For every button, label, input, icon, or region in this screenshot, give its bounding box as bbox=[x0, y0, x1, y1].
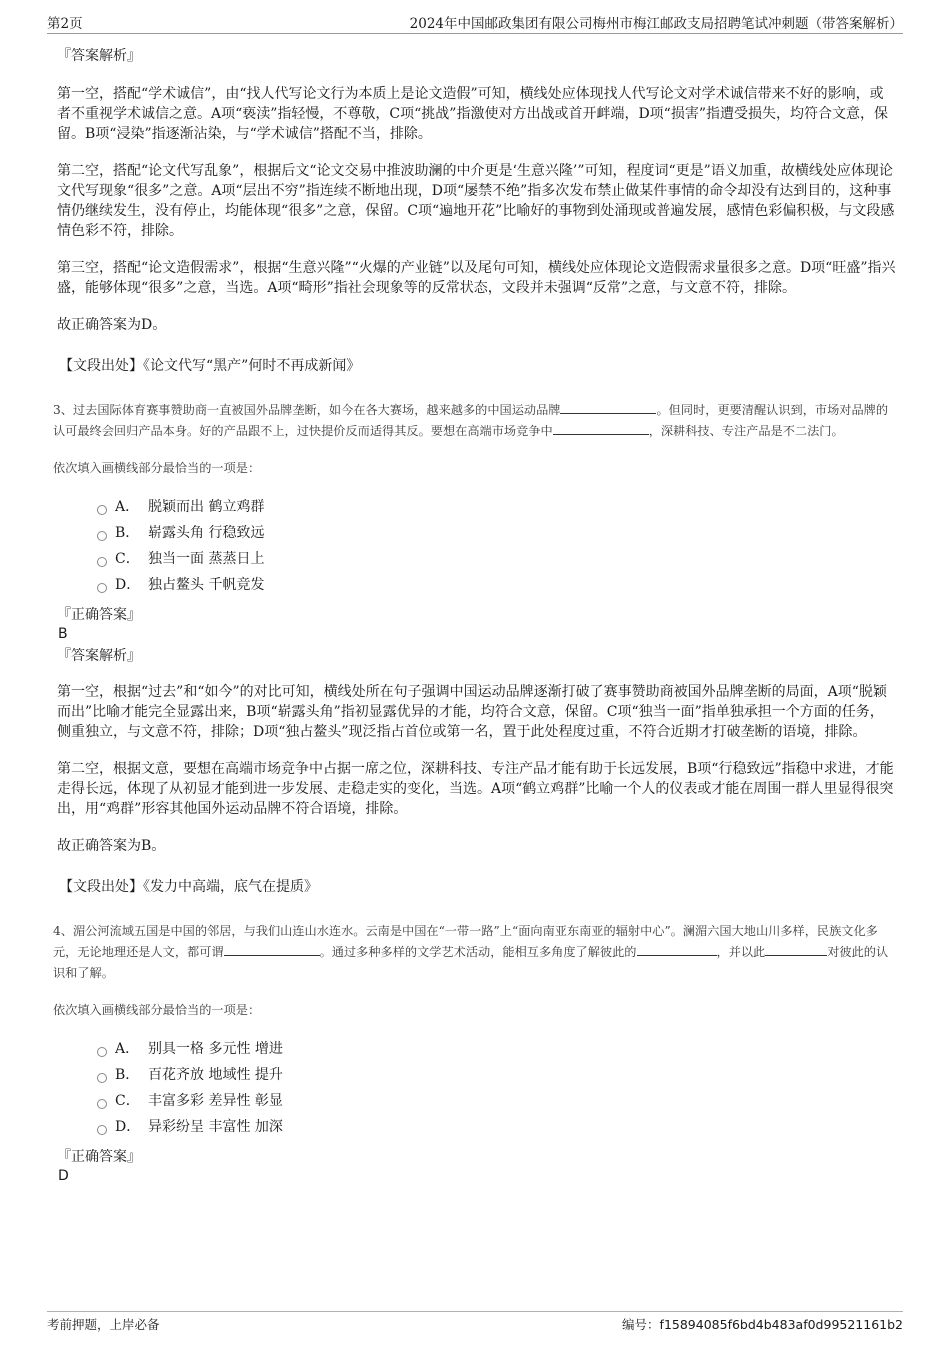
option-d[interactable]: D． 独占鳌头 千帆竞发 bbox=[97, 572, 897, 598]
page-number: 第2页 bbox=[47, 16, 83, 32]
option-a[interactable]: A． 脱颖而出 鹤立鸡群 bbox=[97, 494, 897, 520]
conclusion: 故正确答案为D。 bbox=[57, 317, 167, 333]
correct-answer-label: 『正确答案』 bbox=[57, 607, 141, 623]
option-c[interactable]: C． 丰富多彩 差异性 彰显 bbox=[97, 1088, 897, 1114]
correct-answer: D bbox=[58, 1168, 69, 1184]
answer-blank bbox=[637, 944, 717, 956]
radio-icon[interactable] bbox=[97, 505, 107, 515]
question-prompt: 依次填入画横线部分最恰当的一项是： bbox=[53, 461, 261, 475]
document-code: 编号：f15894085f6bd4b483af0d99521161b2 bbox=[622, 1317, 903, 1332]
option-c[interactable]: C． 独当一面 蒸蒸日上 bbox=[97, 546, 897, 572]
radio-icon[interactable] bbox=[97, 531, 107, 541]
document-title: 2024年中国邮政集团有限公司梅州市梅江邮政支局招聘笔试冲刺题（带答案解析） bbox=[409, 16, 903, 32]
answer-blank bbox=[553, 423, 649, 435]
radio-icon[interactable] bbox=[97, 1073, 107, 1083]
correct-answer-label: 『正确答案』 bbox=[57, 1149, 141, 1165]
option-list bbox=[97, 1036, 897, 1140]
radio-icon[interactable] bbox=[97, 1047, 107, 1057]
conclusion: 故正确答案为B。 bbox=[57, 838, 166, 854]
option-b[interactable]: B． 百花齐放 地域性 提升 bbox=[97, 1062, 897, 1088]
analysis-label: 『答案解析』 bbox=[57, 648, 141, 664]
radio-icon[interactable] bbox=[97, 1099, 107, 1109]
source-citation: 【文段出处】《发力中高端，底气在提质》 bbox=[59, 879, 318, 895]
option-b[interactable]: B． 崭露头角 行稳致远 bbox=[97, 520, 897, 546]
radio-icon[interactable] bbox=[97, 583, 107, 593]
question-4-stem: 4、湄公河流域五国是中国的邻居，与我们山连山水连水。云南是中国在“一带一路”上“面向南亚东南亚的辐射中心”。澜湄六国大地山川多样，民族文化多元，无论地理还是人文，都可谓 。通过多种多样的文学艺术活动，能相互多角度了解彼此的 ，并以此 对彼此的认识和了解。 bbox=[53, 924, 889, 980]
page-content bbox=[53, 46, 897, 1188]
answer-blank bbox=[765, 944, 827, 956]
analysis-paragraph: 第一空，搭配“学术诚信”，由“找人代写论文行为本质上是论文造假”可知，横线处应体现找人代写论文对学术诚信带来不好的影响，或者不重视学术诚信之意。A项“亵渎”指轻慢，不尊敬，C项“挑战”指激使对方出战或首开衅端，D项“损害”指遭受损失，均符合文意，保留。B项“浸染”指逐渐沾染，与“学术诚信”搭配不当，排除。 bbox=[57, 86, 888, 142]
source-citation: 【文段出处】《论文代写“黑产”何时不再成新闻》 bbox=[59, 358, 361, 374]
correct-answer: B bbox=[58, 626, 68, 642]
analysis-paragraph: 第三空，搭配“论文造假需求”，根据“生意兴隆”“火爆的产业链”以及尾句可知，横线处应体现论文造假需求量很多之意。D项“旺盛”指兴盛，能够体现“很多”之意，当选。A项“畸形”指社会现象等的反常状态，文段并未强调“反常”之意，与文意不符，排除。 bbox=[57, 260, 896, 296]
analysis-paragraph: 第二空，根据文意，要想在高端市场竞争中占据一席之位，深耕科技、专注产品才能有助于长远发展，B项“行稳致远”指稳中求进，才能走得长远，体现了从初显才能到进一步发展、走稳走实的变化，当选。A项“鹤立鸡群”比喻一个人的仪表或才能在周围一群人里显得很突出，用“鸡群”形容其他国外运动品牌不符合语境，排除。 bbox=[57, 761, 894, 817]
answer-blank bbox=[560, 402, 656, 414]
analysis-label: 『答案解析』 bbox=[57, 48, 141, 64]
page-header bbox=[47, 12, 903, 34]
radio-icon[interactable] bbox=[97, 557, 107, 567]
option-a[interactable]: A． 别具一格 多元性 增进 bbox=[97, 1036, 897, 1062]
page-footer bbox=[47, 1311, 903, 1337]
question-prompt: 依次填入画横线部分最恰当的一项是： bbox=[53, 1003, 261, 1017]
option-d[interactable]: D． 异彩纷呈 丰富性 加深 bbox=[97, 1114, 897, 1140]
analysis-paragraph: 第一空，根据“过去”和“如今”的对比可知，横线处所在句子强调中国运动品牌逐渐打破了赛事赞助商被国外品牌垄断的局面，A项“脱颖而出”比喻才能完全显露出来，B项“崭露头角”指初显露优异的才能，均符合文意，保留。C项“独当一面”指单独承担一个方面的任务，侧重独立，与文意不符，排除；D项“独占鳌头”现泛指占首位或第一名，置于此处程度过重，不符合近期才打破垄断的语境，排除。 bbox=[57, 684, 887, 740]
radio-icon[interactable] bbox=[97, 1125, 107, 1135]
analysis-paragraph: 第二空，搭配“论文代写乱象”，根据后文“论文交易中推波助澜的中介更是‘生意兴隆’”可知，程度词“更是”语义加重，故横线处应体现论文代写现象“很多”之意。A项“层出不穷”指连续不断地出现，D项“屡禁不绝”指多次发布禁止做某件事情的命令却没有达到目的，这种事情仍继续发生，没有停止，均能体现“很多”之意，保留。C项“遍地开花”比喻好的事物到处涌现或普遍发展，感情色彩偏积极，与文段感情色彩不符，排除。 bbox=[57, 163, 895, 239]
option-list bbox=[97, 494, 897, 598]
footer-slogan: 考前押题，上岸必备 bbox=[47, 1317, 160, 1332]
question-3-stem: 3、过去国际体育赛事赞助商一直被国外品牌垄断，如今在各大赛场，越来越多的中国运动品牌 。但同时，更要清醒认识到，市场对品牌的认可最终会回归产品本身。好的产品跟不上，过快提价反而适得其反。要想在高端市场竞争中 ，深耕科技、专注产品是不二法门。 bbox=[53, 403, 889, 438]
answer-blank bbox=[224, 944, 320, 956]
